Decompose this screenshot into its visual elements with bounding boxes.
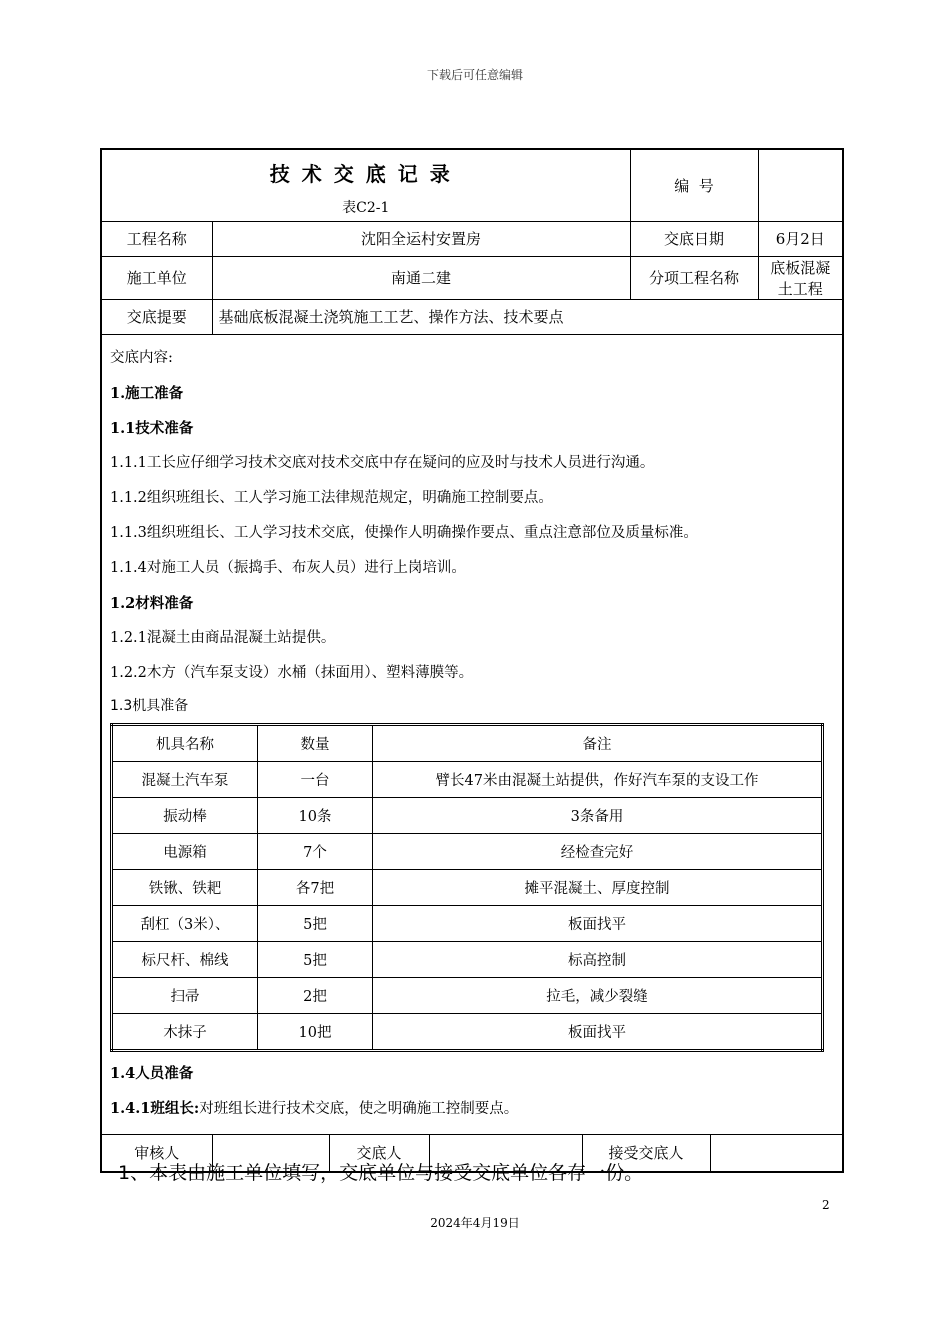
machinery-remark: 板面找平 [373,905,823,941]
table-row [112,833,823,869]
machinery-qty: 10条 [258,797,373,833]
disclosure-content [101,334,843,1134]
item-1-1-1: 1.1.1工长应仔细学习技术交底对技术交底中存在疑问的应及时与技术人员进行沟通。 [110,454,655,471]
machinery-remark: 板面找平 [373,1013,823,1050]
machinery-qty: 一台 [258,761,373,797]
disclosure-record-table [100,148,844,1173]
machinery-qty: 5把 [258,905,373,941]
footer-date: 2024年4月19日 [430,1216,520,1230]
contractor-value[interactable]: 南通二建 [212,256,630,299]
table-row [112,977,823,1013]
header-note: 下载后可任意编辑 [426,68,523,82]
reviewer-label: 审核人 [102,1135,212,1171]
page-number: 2 [822,1198,830,1212]
subproject-value[interactable]: 底板混凝土工程 [758,256,843,299]
machinery-qty: 各7把 [258,869,373,905]
section-1-4-heading: 1.4人员准备 [110,1064,194,1082]
machinery-remark: 臂长47米由混凝土站提供，作好汽车泵的支设工作 [373,761,823,797]
table-row [112,797,823,833]
number-value[interactable] [758,149,843,221]
machinery-remark: 3条备用 [373,797,823,833]
discloser-label: 交底人 [329,1135,429,1171]
item-1-1-4: 1.1.4对施工人员（振捣手、布灰人员）进行上岗培训。 [110,559,466,576]
form-title: 技术交底记录 [269,161,462,186]
machinery-name: 振动棒 [112,797,258,833]
subproject-label: 分项工程名称 [630,256,758,299]
table-row [112,869,823,905]
number-label: 编 号 [630,149,758,221]
table-row [112,905,823,941]
machinery-table [110,723,824,1052]
contractor-label: 施工单位 [101,256,212,299]
summary-value[interactable]: 基础底板混凝土浇筑施工工艺、操作方法、技术要点 [212,299,843,334]
table-row [112,1013,823,1050]
machinery-header-name: 机具名称 [112,724,258,761]
item-1-1-2: 1.1.2组织班组长、工人学习施工法律规范规定，明确施工控制要点。 [110,489,553,506]
date-label: 交底日期 [630,221,758,256]
table-row [112,941,823,977]
receiver-label: 接受交底人 [582,1135,710,1171]
project-name-label: 工程名称 [101,221,212,256]
machinery-name: 标尺杆、棉线 [112,941,258,977]
machinery-name: 铁锹、铁耙 [112,869,258,905]
machinery-name: 木抹子 [112,1013,258,1050]
machinery-qty: 2把 [258,977,373,1013]
machinery-name: 扫帚 [112,977,258,1013]
machinery-name: 混凝土汽车泵 [112,761,258,797]
table-row [112,761,823,797]
section-1-2-heading: 1.2材料准备 [110,594,194,612]
machinery-header-remark: 备注 [373,724,823,761]
section-1-3-heading: 1.3机具准备 [110,697,189,714]
item-1-4-1 [110,1091,834,1126]
receiver-signature[interactable] [710,1135,842,1171]
content-intro: 交底内容: [110,349,173,366]
footnote: 1、本表由施工单位填写，交底单位与接受交底单位各存一份。 [118,1162,644,1184]
section-1-heading: 1.施工准备 [110,384,184,402]
machinery-remark: 拉毛，减少裂缝 [373,977,823,1013]
project-name-value[interactable]: 沈阳全运村安置房 [212,221,630,256]
machinery-remark: 经检查完好 [373,833,823,869]
machinery-name: 电源箱 [112,833,258,869]
item-1-2-2: 1.2.2木方（汽车泵支设）水桶（抹面用）、塑料薄膜等。 [110,664,474,681]
machinery-name: 刮杠（3米）、 [112,905,258,941]
section-1-1-heading: 1.1技术准备 [110,419,194,437]
item-1-4-1-label: 1.4.1班组长: [110,1099,200,1117]
machinery-qty: 10把 [258,1013,373,1050]
machinery-remark: 摊平混凝土、厚度控制 [373,869,823,905]
machinery-remark: 标高控制 [373,941,823,977]
form-number: 表C2-1 [342,199,390,216]
date-value[interactable]: 6月2日 [758,221,843,256]
item-1-2-1: 1.2.1混凝土由商品混凝土站提供。 [110,629,336,646]
machinery-header-qty: 数量 [258,724,373,761]
item-1-4-1-text: 对班组长进行技术交底，使之明确施工控制要点。 [199,1100,519,1117]
title-cell [101,149,630,221]
machinery-header-row [112,724,823,761]
item-1-1-3: 1.1.3组织班组长、工人学习技术交底，使操作人明确操作要点、重点注意部位及质量标准。 [110,524,698,541]
summary-label: 交底提要 [101,299,212,334]
machinery-qty: 7个 [258,833,373,869]
machinery-qty: 5把 [258,941,373,977]
